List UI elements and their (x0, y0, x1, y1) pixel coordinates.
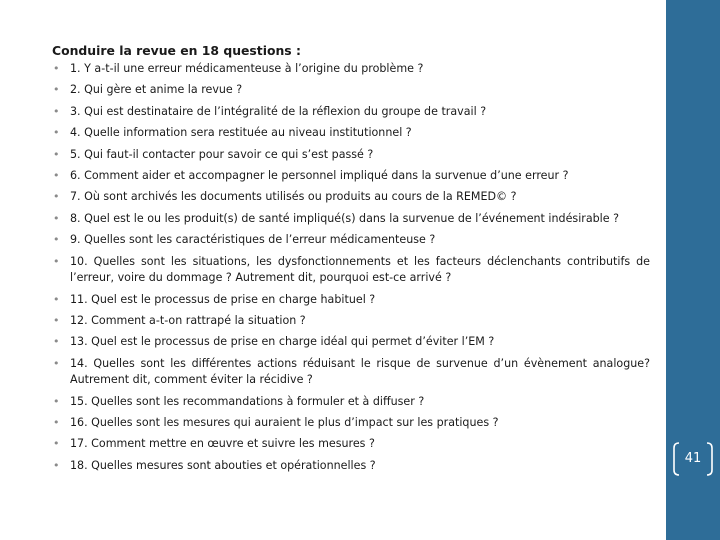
question-list (52, 61, 650, 474)
question-text: 4. Quelle information sera restituée au niveau institutionnel ? (70, 126, 412, 140)
slide-heading: Conduire la revue en 18 questions : (52, 43, 301, 58)
page-number: 41 (684, 451, 702, 466)
question-item (52, 232, 650, 249)
question-item (52, 356, 650, 389)
question-item (52, 147, 650, 164)
bullet-icon: • (53, 168, 60, 182)
question-text: 15. Quelles sont les recommandations à formuler et à diffuser ? (70, 394, 425, 408)
question-item (52, 415, 650, 432)
bullet-icon: • (53, 126, 60, 140)
bullet-icon: • (53, 437, 60, 451)
bullet-icon: • (53, 292, 60, 306)
page-number-badge (671, 442, 715, 476)
question-item (52, 292, 650, 309)
question-text: 18. Quelles mesures sont abouties et opérationnelles ? (70, 458, 376, 472)
bullet-icon: • (53, 147, 60, 161)
question-text: 9. Quelles sont les caractéristiques de l’erreur médicamenteuse ? (70, 233, 436, 247)
question-text: 11. Quel est le processus de prise en charge habituel ? (70, 292, 376, 306)
bullet-icon: • (53, 416, 60, 430)
question-item (52, 436, 650, 453)
question-text: 1. Y a-t-il une erreur médicamenteuse à l’origine du problème ? (70, 62, 424, 75)
question-text: 7. Où sont archivés les documents utilisés ou produits au cours de la REMED© ? (70, 190, 517, 204)
question-item (52, 458, 650, 475)
question-text: 5. Qui faut-il contacter pour savoir ce qui s’est passé ? (70, 147, 374, 161)
bullet-icon: • (53, 335, 60, 349)
question-text: 8. Quel est le ou les produit(s) de santé impliqué(s) dans la survenue de l’événement indésirable ? (70, 211, 619, 225)
question-item (52, 61, 650, 78)
question-item (52, 334, 650, 351)
bullet-icon: • (53, 356, 60, 370)
question-text: 10. Quelles sont les situations, les dysfonctionnements et les facteurs déclenchants contributifs de l’erreur, voire du dommage ? Autrement dit, pourquoi est-ce arrivé ? (70, 254, 650, 285)
question-text: 17. Comment mettre en œuvre et suivre les mesures ? (70, 437, 375, 451)
question-text: 6. Comment aider et accompagner le personnel impliqué dans la survenue d’une erreur ? (70, 168, 569, 182)
bullet-icon: • (53, 458, 60, 472)
bullet-icon: • (53, 394, 60, 408)
question-item (52, 82, 650, 99)
slide-content (52, 40, 650, 479)
bullet-icon: • (53, 62, 60, 75)
bullet-icon: • (53, 233, 60, 247)
question-item (52, 168, 650, 185)
question-item (52, 104, 650, 121)
question-text: 14. Quelles sont les différentes actions réduisant le risque de survenue d’un évènement analogue? Autrement dit, comment éviter la récidive ? (70, 356, 650, 387)
bullet-icon: • (53, 104, 60, 118)
question-text: 3. Qui est destinataire de l’intégralité de la réflexion du groupe de travail ? (70, 104, 487, 118)
question-text: 13. Quel est le processus de prise en charge idéal qui permet d’éviter l’EM ? (70, 335, 495, 349)
question-text: 12. Comment a-t-on rattrapé la situation ? (70, 313, 306, 327)
bullet-icon: • (53, 254, 60, 268)
bullet-icon: • (53, 313, 60, 327)
question-item (52, 125, 650, 142)
question-text: 2. Qui gère et anime la revue ? (70, 83, 243, 97)
question-item (52, 313, 650, 330)
bullet-icon: • (53, 190, 60, 204)
question-item (52, 211, 650, 228)
question-text: 16. Quelles sont les mesures qui auraient le plus d’impact sur les pratiques ? (70, 416, 499, 430)
bullet-icon: • (53, 211, 60, 225)
bullet-icon: • (53, 83, 60, 97)
question-item (52, 189, 650, 206)
question-item (52, 254, 650, 287)
question-item (52, 394, 650, 411)
